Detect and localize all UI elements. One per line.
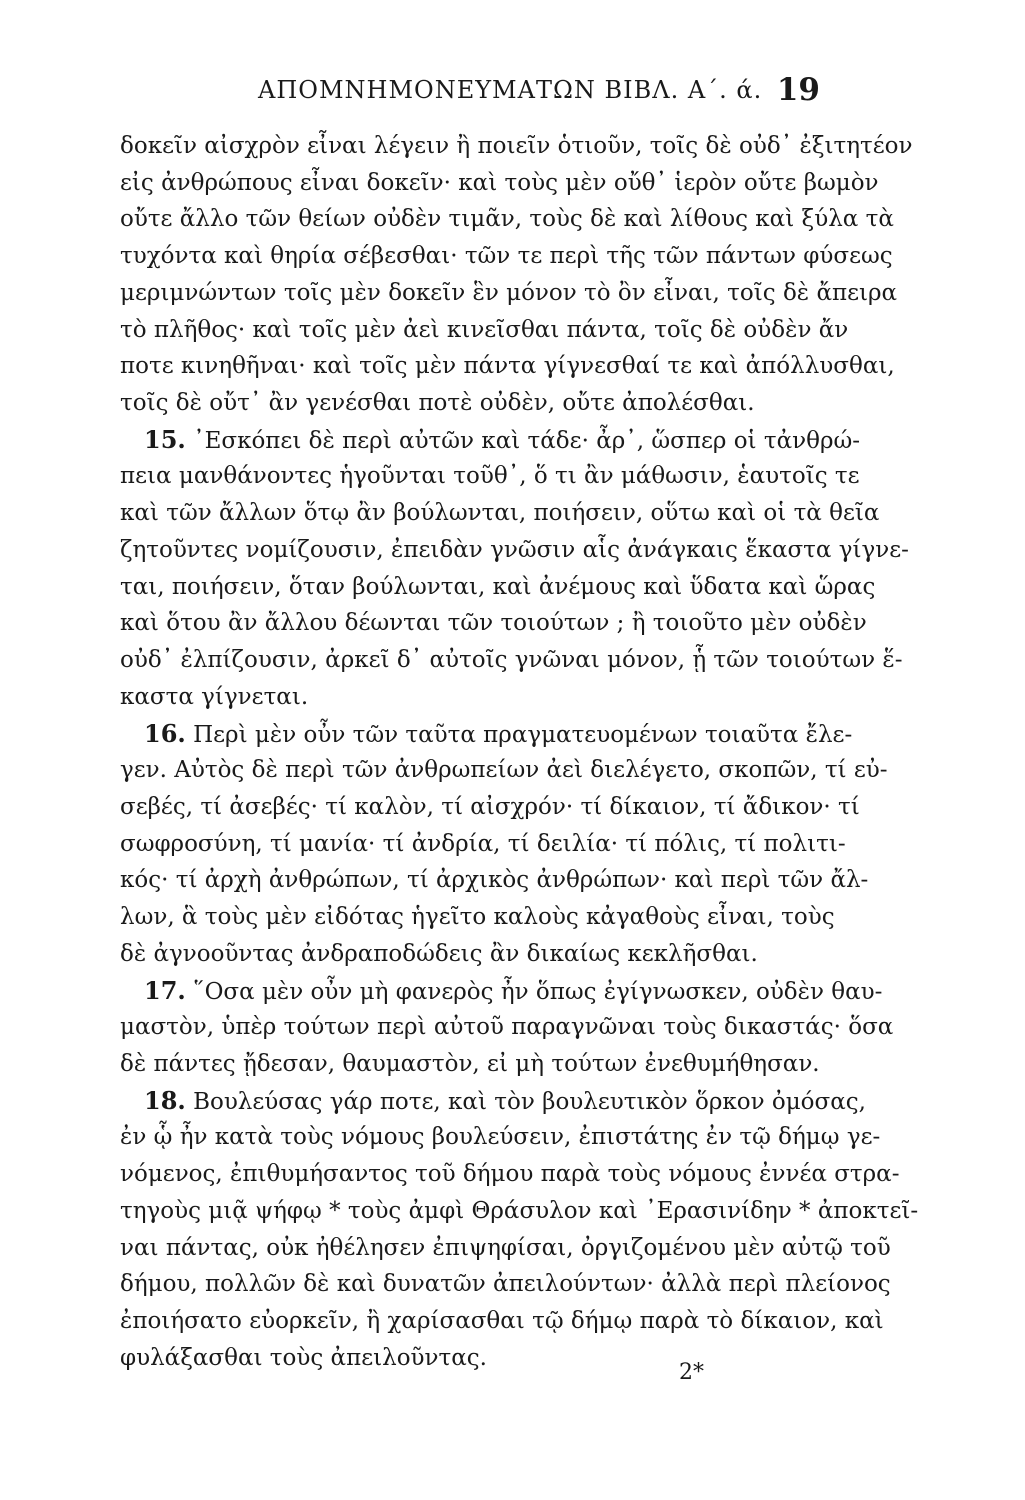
line-text: ναι πάντας, οὐκ ἠθέλησεν ἐπιψηφίσαι, ὀργιζομένου μὲν αὐτῷ τοῦ (120, 1234, 891, 1261)
line-text: καὶ ὅτου ἂν ἄλλου δέωνται τῶν τοιούτων ; ἢ τοιοῦτο μὲν οὐδὲν (120, 610, 867, 637)
line-text: δήμου, πολλῶν δὲ καὶ δυνατῶν ἀπειλούντων· ἀλλὰ περὶ πλείονος (120, 1271, 891, 1298)
line-text: δοκεῖν αἰσχρὸν εἶναι λέγειν ἢ ποιεῖν ὁτιοῦν, τοῖς δὲ οὐδ᾽ ἐξιτητέον (120, 133, 913, 159)
text-line (120, 605, 867, 642)
line-text: καὶ τῶν ἄλλων ὅτῳ ἂν βούλωνται, ποιήσειν, οὕτω καὶ οἱ τὰ θεῖα (120, 500, 880, 527)
line-text: ποτε κινηθῆναι· καὶ τοῖς μὲν πάντα γίγνεσθαί τε καὶ ἀπόλλυσθαι, (120, 353, 895, 380)
text-line (120, 936, 820, 973)
section-number: 15. (144, 424, 186, 454)
text-line (120, 1230, 891, 1267)
line-text: τυχόντα καὶ θηρία σέβεσθαι· τῶν τε περὶ τῆς τῶν πάντων φύσεως (120, 243, 893, 270)
running-header (120, 72, 820, 112)
text-line (120, 642, 903, 679)
line-text: οὔτε ἄλλο τῶν θείων οὐδὲν τιμᾶν, τοὺς δὲ καὶ λίθους καὶ ξύλα τὰ (120, 206, 894, 233)
text-line (120, 385, 820, 422)
line-text: τοῖς δὲ οὔτ᾽ ἂν γενέσθαι ποτὲ οὐδὲν, οὔτε ἀπολέσθαι. (120, 390, 755, 417)
text-line (120, 128, 913, 165)
section-start-line (120, 1083, 866, 1120)
line-text: τηγοὺς μιᾷ ψήφῳ * τοὺς ἀμφὶ Θράσυλον καὶ ᾿Ερασινίδην * ἀποκτεῖ- (120, 1197, 919, 1224)
text-line (120, 312, 849, 349)
text-line (120, 1340, 820, 1377)
line-text: ται, ποιήσειν, ὅταν βούλωνται, καὶ ἀνέμους καὶ ὕδατα καὶ ὥρας (120, 573, 876, 600)
line-text: ᾿Εσκόπει δὲ περὶ αὐτῶν καὶ τάδε· ἆρ᾽, ὥσπερ οἱ τἀνθρώ- (193, 427, 860, 454)
line-text: κός· τί ἀρχὴ ἀνθρώπων, τί ἀρχικὸς ἀνθρώπων· καὶ περὶ τῶν ἄλ- (120, 867, 869, 894)
line-text: πεια μανθάνοντες ἡγοῦνται τοῦθ᾽, ὅ τι ἂν μάθωσιν, ἑαυτοῖς τε (120, 463, 860, 490)
text-line (120, 1156, 900, 1193)
text-line (120, 238, 893, 275)
line-text: Βουλεύσας γάρ ποτε, καὶ τὸν βουλευτικὸν ὅρκον ὀμόσας, (193, 1088, 866, 1115)
line-text: σεβές, τί ἀσεβές· τί καλὸν, τί αἰσχρόν· τί δίκαιον, τί ἄδικον· τί (120, 793, 860, 820)
line-text: οὐδ᾽ ἐλπίζουσιν, ἀρκεῖ δ᾽ αὐτοῖς γνῶναι μόνον, ᾗ τῶν τοιούτων ἕ- (120, 647, 903, 674)
text-line (120, 458, 860, 495)
text-line (120, 348, 895, 385)
text-line (120, 532, 909, 569)
text-line (120, 1303, 884, 1340)
text-line (120, 826, 846, 863)
line-text: γεν. Αὐτὸς δὲ περὶ τῶν ἀνθρωπείων ἀεὶ διελέγετο, σκοπῶν, τί εὐ- (120, 757, 888, 784)
line-text: λων, ἃ τοὺς μὲν εἰδότας ἡγεῖτο καλοὺς κἀγαθοὺς εἶναι, τοὺς (120, 904, 835, 931)
section-start-line (120, 716, 853, 753)
line-text: εἰς ἀνθρώπους εἶναι δοκεῖν· καὶ τοὺς μὲν οὔθ᾽ ἱερὸν οὔτε βωμὸν (120, 169, 879, 196)
line-text: ῞Οσα μὲν οὖν μὴ φανερὸς ἦν ὅπως ἐγίγνωσκεν, οὐδὲν θαυ- (193, 978, 883, 1005)
section-number: 17. (144, 975, 186, 1005)
line-text: Περὶ μὲν οὖν τῶν ταῦτα πραγματευομένων τοιαῦτα ἔλε- (193, 721, 853, 748)
line-text: δὲ πάντες ᾔδεσαν, θαυμαστὸν, εἰ μὴ τούτων ἐνεθυμήθησαν. (120, 1050, 820, 1077)
line-text: νόμενος, ἐπιθυμήσαντος τοῦ δήμου παρὰ τοὺς νόμους ἐννέα στρα- (120, 1161, 900, 1188)
line-text: σωφροσύνη, τί μανία· τί ἀνδρία, τί δειλία· τί πόλις, τί πολιτι- (120, 830, 846, 857)
page-number: 19 (776, 72, 820, 108)
text-line (120, 1009, 894, 1046)
text-line (120, 165, 879, 202)
line-text: ἐν ᾧ ἦν κατὰ τοὺς νόμους βουλεύσειν, ἐπιστάτης ἐν τῷ δήμῳ γε- (120, 1124, 881, 1151)
text-line (120, 495, 880, 532)
text-line (120, 569, 876, 606)
section-number: 16. (144, 718, 186, 748)
section-start-line (120, 422, 860, 459)
line-text: μεριμνώντων τοῖς μὲν δοκεῖν ἓν μόνον τὸ ὂν εἶναι, τοῖς δὲ ἄπειρα (120, 279, 898, 306)
signature-mark: 2* (679, 1360, 704, 1385)
text-line (120, 899, 835, 936)
text-line (120, 1046, 820, 1083)
line-text: καστα γίγνεται. (120, 683, 309, 710)
text-line (120, 1266, 891, 1303)
line-text: μαστὸν, ὑπὲρ τούτων περὶ αὐτοῦ παραγνῶναι τοὺς δικαστάς· ὅσα (120, 1014, 894, 1041)
text-line (120, 862, 869, 899)
body-text (120, 128, 919, 1376)
line-text: ἐποιήσατο εὐορκεῖν, ἢ χαρίσασθαι τῷ δήμῳ παρὰ τὸ δίκαιον, καὶ (120, 1308, 884, 1334)
text-line (120, 1119, 881, 1156)
section-start-line (120, 973, 883, 1010)
line-text: φυλάξασθαι τοὺς ἀπειλοῦντας. (120, 1344, 487, 1371)
text-line (120, 201, 894, 238)
line-text: δὲ ἀγνοοῦντας ἀνδραποδώδεις ἂν δικαίως κεκλῆσθαι. (120, 940, 758, 967)
line-text: τὸ πλῆθος· καὶ τοῖς μὲν ἀεὶ κινεῖσθαι πάντα, τοῖς δὲ οὐδὲν ἄν (120, 316, 849, 343)
text-line (120, 752, 888, 789)
text-line (120, 789, 860, 826)
text-line (120, 1193, 919, 1230)
text-line (120, 275, 898, 312)
line-text: ζητοῦντες νομίζουσιν, ἐπειδὰν γνῶσιν αἷς ἀνάγκαις ἕκαστα γίγνε- (120, 536, 909, 563)
running-title: ΑΠΟΜΝΗΜΟΝΕΥΜΑΤΩΝ ΒΙΒΛ. Α΄. ά. (258, 76, 763, 104)
text-line (120, 679, 820, 716)
section-number: 18. (144, 1085, 186, 1115)
